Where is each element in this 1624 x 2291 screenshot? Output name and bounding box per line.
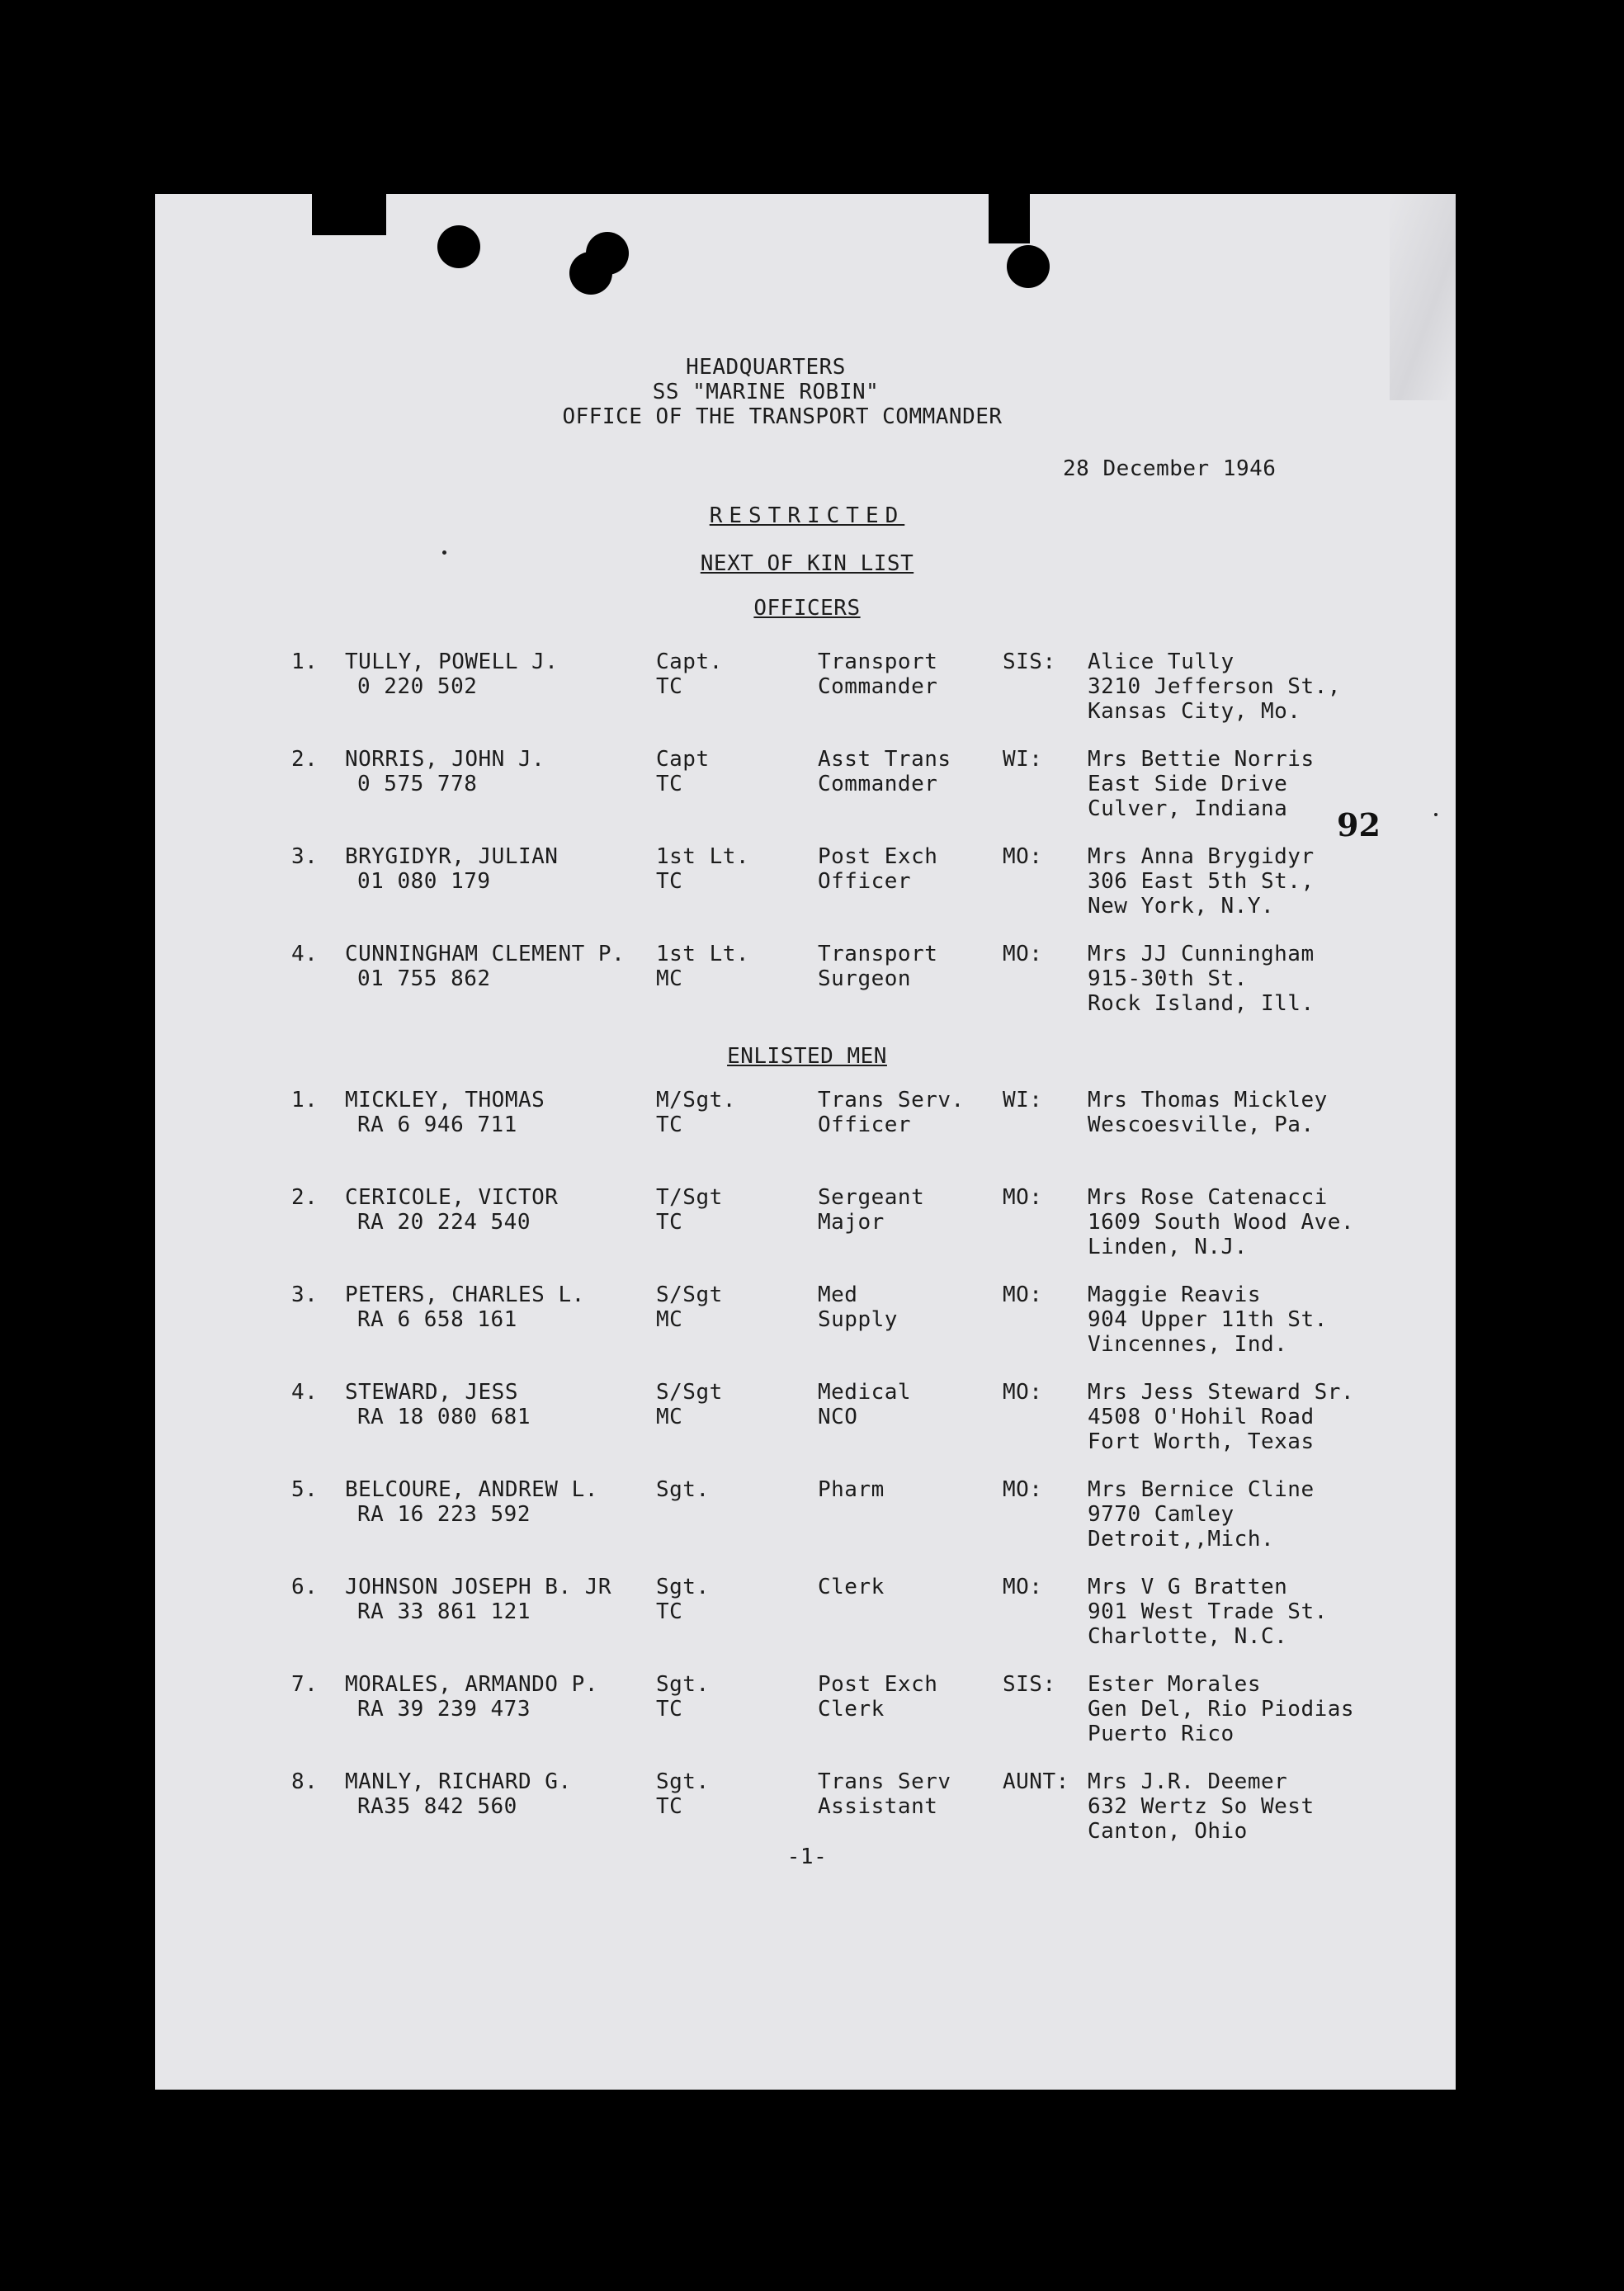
punch-hole bbox=[569, 252, 612, 295]
entry-name: CUNNINGHAM CLEMENT P. bbox=[345, 942, 626, 966]
entry-name: CERICOLE, VICTOR bbox=[345, 1185, 559, 1210]
speck bbox=[1434, 813, 1438, 816]
section-heading: OFFICERS bbox=[753, 596, 861, 621]
entry-duty-line-2: NCO bbox=[818, 1405, 858, 1429]
entry-kin-city: Vincennes, Ind. bbox=[1088, 1332, 1288, 1357]
entry-duty-line-2: Assistant bbox=[818, 1794, 938, 1819]
entry-duty-line-2: Clerk bbox=[818, 1697, 885, 1722]
entry-name: PETERS, CHARLES L. bbox=[345, 1282, 585, 1307]
entry-kin-name: Mrs J.R. Deemer bbox=[1088, 1769, 1288, 1794]
entry-rank: 1st Lt. bbox=[656, 942, 750, 966]
entry-relationship: MO: bbox=[1003, 942, 1043, 966]
section-heading: ENLISTED MEN bbox=[727, 1044, 887, 1069]
entry-name: MICKLEY, THOMAS bbox=[345, 1088, 545, 1112]
entry-kin-address: 1609 South Wood Ave. bbox=[1088, 1210, 1355, 1235]
entry-kin-city: Puerto Rico bbox=[1088, 1722, 1235, 1746]
entry-relationship: MO: bbox=[1003, 1282, 1043, 1307]
entry-relationship: SIS: bbox=[1003, 650, 1056, 674]
entry-kin-city: Culver, Indiana bbox=[1088, 796, 1288, 821]
entry-name: STEWARD, JESS bbox=[345, 1380, 518, 1405]
entry-kin-name: Mrs Bettie Norris bbox=[1088, 747, 1315, 772]
entry-kin-city: Rock Island, Ill. bbox=[1088, 991, 1315, 1016]
entry-rank: S/Sgt bbox=[656, 1380, 723, 1405]
entry-kin-address: East Side Drive bbox=[1088, 772, 1288, 796]
entry-branch: MC bbox=[656, 1405, 683, 1429]
entry-serial: 0 220 502 bbox=[357, 674, 478, 699]
entry-relationship: WI: bbox=[1003, 1088, 1043, 1112]
entry-serial: 01 755 862 bbox=[357, 966, 491, 991]
entry-kin-name: Alice Tully bbox=[1088, 650, 1235, 674]
entry-rank: Sgt. bbox=[656, 1672, 710, 1697]
entry-branch: MC bbox=[656, 966, 683, 991]
entry-duty-line-2: Officer bbox=[818, 1112, 912, 1137]
entry-name: MORALES, ARMANDO P. bbox=[345, 1672, 598, 1697]
header-line-3: OFFICE OF THE TRANSPORT COMMANDER bbox=[562, 404, 1003, 429]
entry-serial: RA 20 224 540 bbox=[357, 1210, 531, 1235]
entry-branch: TC bbox=[656, 1599, 683, 1624]
entry-duty-line-2: Officer bbox=[818, 869, 912, 894]
folded-corner bbox=[1390, 194, 1456, 400]
entry-kin-address: 901 West Trade St. bbox=[1088, 1599, 1328, 1624]
entry-name: MANLY, RICHARD G. bbox=[345, 1769, 572, 1794]
entry-serial: RA35 842 560 bbox=[357, 1794, 517, 1819]
entry-kin-name: Mrs Bernice Cline bbox=[1088, 1477, 1315, 1502]
entry-number: 6. bbox=[291, 1575, 319, 1599]
entry-relationship: MO: bbox=[1003, 1575, 1043, 1599]
entry-number: 3. bbox=[291, 844, 319, 869]
entry-serial: RA 33 861 121 bbox=[357, 1599, 531, 1624]
entry-number: 3. bbox=[291, 1282, 319, 1307]
entry-branch: TC bbox=[656, 1697, 683, 1722]
entry-duty: Medical bbox=[818, 1380, 912, 1405]
entry-branch: TC bbox=[656, 1794, 683, 1819]
entry-relationship: MO: bbox=[1003, 1185, 1043, 1210]
entry-branch: TC bbox=[656, 674, 683, 699]
entry-number: 4. bbox=[291, 1380, 319, 1405]
entry-relationship: MO: bbox=[1003, 1477, 1043, 1502]
entry-kin-name: Ester Morales bbox=[1088, 1672, 1261, 1697]
entry-name: BRYGIDYR, JULIAN bbox=[345, 844, 559, 869]
entry-serial: RA 39 239 473 bbox=[357, 1697, 531, 1722]
entry-number: 1. bbox=[291, 650, 319, 674]
entry-kin-address: 915-30th St. bbox=[1088, 966, 1248, 991]
entry-duty: Med bbox=[818, 1282, 858, 1307]
speck bbox=[442, 550, 446, 555]
entry-relationship: MO: bbox=[1003, 1380, 1043, 1405]
entry-duty-line-2: Supply bbox=[818, 1307, 898, 1332]
entry-number: 7. bbox=[291, 1672, 319, 1697]
entry-branch: TC bbox=[656, 1210, 683, 1235]
document-date: 28 December 1946 bbox=[1063, 456, 1277, 481]
entry-kin-address: 3210 Jefferson St., bbox=[1088, 674, 1341, 699]
entry-kin-address: Gen Del, Rio Piodias bbox=[1088, 1697, 1355, 1722]
entry-serial: 0 575 778 bbox=[357, 772, 478, 796]
entry-number: 8. bbox=[291, 1769, 319, 1794]
list-title: NEXT OF KIN LIST bbox=[700, 551, 914, 576]
entry-branch: MC bbox=[656, 1307, 683, 1332]
entry-kin-name: Maggie Reavis bbox=[1088, 1282, 1261, 1307]
entry-number: 4. bbox=[291, 942, 319, 966]
entry-branch: TC bbox=[656, 869, 683, 894]
entry-relationship: AUNT: bbox=[1003, 1769, 1069, 1794]
entry-kin-city: Linden, N.J. bbox=[1088, 1235, 1248, 1259]
entry-duty: Trans Serv. bbox=[818, 1088, 965, 1112]
entry-rank: Sgt. bbox=[656, 1575, 710, 1599]
entry-number: 2. bbox=[291, 747, 319, 772]
entry-duty: Post Exch bbox=[818, 1672, 938, 1697]
entry-rank: Capt. bbox=[656, 650, 723, 674]
entry-duty: Trans Serv bbox=[818, 1769, 951, 1794]
entry-serial: RA 18 080 681 bbox=[357, 1405, 531, 1429]
entry-branch: TC bbox=[656, 1112, 683, 1137]
entry-kin-city: Kansas City, Mo. bbox=[1088, 699, 1301, 724]
entry-duty: Sergeant bbox=[818, 1185, 925, 1210]
entry-kin-name: Mrs JJ Cunningham bbox=[1088, 942, 1315, 966]
entry-kin-name: Mrs Anna Brygidyr bbox=[1088, 844, 1315, 869]
entry-rank: T/Sgt bbox=[656, 1185, 723, 1210]
stamp-number: 92 bbox=[1337, 806, 1381, 843]
entry-rank: Capt bbox=[656, 747, 710, 772]
entry-kin-name: Mrs Rose Catenacci bbox=[1088, 1185, 1328, 1210]
entry-duty: Transport bbox=[818, 942, 938, 966]
entry-duty: Pharm bbox=[818, 1477, 885, 1502]
entry-name: TULLY, POWELL J. bbox=[345, 650, 559, 674]
entry-kin-address: 9770 Camley bbox=[1088, 1502, 1235, 1527]
punch-hole bbox=[1007, 245, 1050, 288]
entry-duty-line-2: Major bbox=[818, 1210, 885, 1235]
entry-kin-city: Canton, Ohio bbox=[1088, 1819, 1248, 1844]
entry-branch: TC bbox=[656, 772, 683, 796]
paper-tear bbox=[312, 194, 386, 235]
entry-relationship: SIS: bbox=[1003, 1672, 1056, 1697]
entry-kin-name: Mrs Thomas Mickley bbox=[1088, 1088, 1328, 1112]
header-line-2: SS "MARINE ROBIN" bbox=[652, 380, 880, 404]
entry-duty: Post Exch bbox=[818, 844, 938, 869]
entry-serial: 01 080 179 bbox=[357, 869, 491, 894]
entry-duty: Clerk bbox=[818, 1575, 885, 1599]
page-number: -1- bbox=[786, 1845, 828, 1869]
entry-serial: RA 6 658 161 bbox=[357, 1307, 517, 1332]
entry-duty-line-2: Commander bbox=[818, 772, 938, 796]
entry-number: 1. bbox=[291, 1088, 319, 1112]
entry-number: 2. bbox=[291, 1185, 319, 1210]
entry-name: JOHNSON JOSEPH B. JR bbox=[345, 1575, 612, 1599]
entry-kin-address: 632 Wertz So West bbox=[1088, 1794, 1315, 1819]
entry-number: 5. bbox=[291, 1477, 319, 1502]
punch-hole bbox=[437, 225, 480, 268]
document-sheet bbox=[155, 194, 1456, 2090]
entry-kin-name: Mrs Jess Steward Sr. bbox=[1088, 1380, 1355, 1405]
entry-kin-city: New York, N.Y. bbox=[1088, 894, 1275, 919]
entry-kin-name: Mrs V G Bratten bbox=[1088, 1575, 1288, 1599]
entry-kin-address: 306 East 5th St., bbox=[1088, 869, 1315, 894]
entry-relationship: WI: bbox=[1003, 747, 1043, 772]
classification-heading: RESTRICTED bbox=[709, 503, 905, 528]
entry-rank: S/Sgt bbox=[656, 1282, 723, 1307]
entry-kin-city: Charlotte, N.C. bbox=[1088, 1624, 1288, 1649]
entry-duty: Transport bbox=[818, 650, 938, 674]
entry-serial: RA 6 946 711 bbox=[357, 1112, 517, 1137]
entry-rank: 1st Lt. bbox=[656, 844, 750, 869]
entry-name: NORRIS, JOHN J. bbox=[345, 747, 545, 772]
entry-duty-line-2: Surgeon bbox=[818, 966, 912, 991]
entry-kin-address: Wescoesville, Pa. bbox=[1088, 1112, 1315, 1137]
entry-serial: RA 16 223 592 bbox=[357, 1502, 531, 1527]
entry-duty-line-2: Commander bbox=[818, 674, 938, 699]
entry-rank: Sgt. bbox=[656, 1769, 710, 1794]
entry-kin-city: Fort Worth, Texas bbox=[1088, 1429, 1315, 1454]
entry-kin-address: 904 Upper 11th St. bbox=[1088, 1307, 1328, 1332]
paper-tear bbox=[989, 194, 1030, 243]
entry-kin-city: Detroit,,Mich. bbox=[1088, 1527, 1275, 1552]
entry-relationship: MO: bbox=[1003, 844, 1043, 869]
entry-rank: Sgt. bbox=[656, 1477, 710, 1502]
header-line-1: HEADQUARTERS bbox=[686, 355, 846, 380]
entry-rank: M/Sgt. bbox=[656, 1088, 736, 1112]
entry-duty: Asst Trans bbox=[818, 747, 951, 772]
entry-kin-address: 4508 O'Hohil Road bbox=[1088, 1405, 1315, 1429]
entry-name: BELCOURE, ANDREW L. bbox=[345, 1477, 598, 1502]
